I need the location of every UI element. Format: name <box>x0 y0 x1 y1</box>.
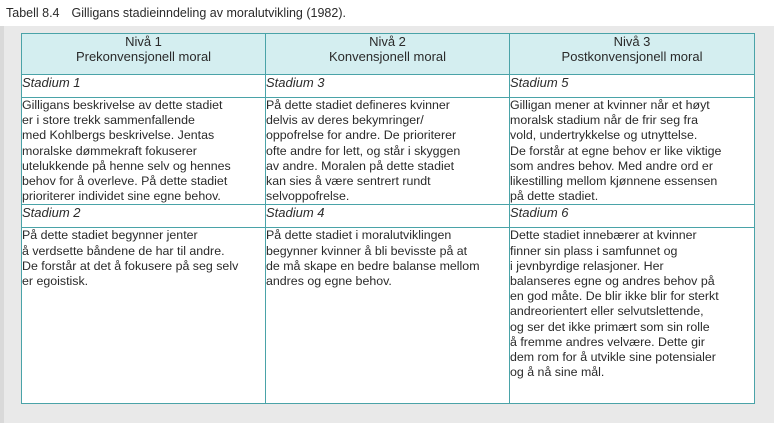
description-line: På dette stadiet begynner jenter <box>22 228 198 243</box>
frame-edge <box>0 26 4 423</box>
stage-description <box>510 228 755 404</box>
stage-description <box>510 98 755 205</box>
description-line: begynner kvinner å bli bevisste på at <box>266 243 468 258</box>
description-line: å verdsette båndene de har til andre. <box>22 243 225 258</box>
table-number: Tabell 8.4 <box>6 6 60 20</box>
stage-label-row <box>22 75 755 98</box>
description-line: dem rom for å utvikle sine potensialer <box>510 350 716 365</box>
table-title: Gilligans stadieinndeling av moralutvikling (1982). <box>71 6 346 20</box>
level-number: Nivå 2 <box>369 34 406 49</box>
stage-label: Stadium 2 <box>22 205 266 228</box>
description-line: er egoistisk. <box>22 274 89 289</box>
description-line: og å nå sine mål. <box>510 365 605 380</box>
stage-label: Stadium 1 <box>22 75 266 98</box>
level-name: Prekonvensjonell moral <box>75 49 212 64</box>
level-name: Konvensjonell moral <box>328 49 447 64</box>
description-line: De forstår at egne behov er like viktige <box>510 143 722 158</box>
description-line: behov for å overleve. På dette stadiet <box>22 174 228 189</box>
description-line: moralsk stadium når de frir seg fra <box>510 113 698 128</box>
stage-text-row <box>22 228 755 404</box>
moral-stages-table <box>21 33 755 404</box>
stage-label: Stadium 4 <box>266 205 510 228</box>
stage-description <box>22 98 266 205</box>
stage-label: Stadium 3 <box>266 75 510 98</box>
description-line: andreorientert eller selvutslettende, <box>510 304 704 319</box>
description-line: de må skape en bedre balanse mellom <box>266 258 480 273</box>
description-line: oppofrelse for andre. De prioriterer <box>266 128 457 143</box>
description-line: likestilling mellom kjønnene essensen <box>510 174 718 189</box>
description-line: Gilligans beskrivelse av dette stadiet <box>22 98 223 112</box>
description-line: Gilligan mener at kvinner når et høyt <box>510 98 710 112</box>
level-header <box>22 34 266 75</box>
description-line: i jevnbyrdige relasjoner. Her <box>510 258 664 273</box>
description-line: en god måte. De blir ikke blir for sterkt <box>510 289 719 304</box>
stage-label: Stadium 6 <box>510 205 755 228</box>
stage-label-row <box>22 205 755 228</box>
description-line: utelukkende på henne selv og hennes <box>22 158 231 173</box>
description-line: selvoppofrelse. <box>266 189 350 204</box>
description-line: På dette stadiet i moralutviklingen <box>266 228 452 243</box>
stage-label: Stadium 5 <box>510 75 755 98</box>
description-line: balanseres egne og andres behov på <box>510 274 715 289</box>
description-line: å fremme andres velvære. Dette gir <box>510 334 705 349</box>
description-line: ofte andre for lett, og står i skyggen <box>266 143 461 158</box>
stage-text-row <box>22 98 755 205</box>
description-line: prioriterer individet sine egne behov. <box>22 189 221 204</box>
description-line: på dette stadiet. <box>510 189 599 204</box>
level-header <box>510 34 755 75</box>
description-line: med Kohlbergs beskrivelse. Jentas <box>22 128 215 143</box>
stage-description <box>266 228 510 404</box>
level-name: Postkonvensjonell moral <box>561 49 703 64</box>
table-frame <box>0 26 774 423</box>
description-line: delvis av deres bekymringer/ <box>266 113 424 128</box>
description-line: andres og egne behov. <box>266 274 392 289</box>
stage-description <box>266 98 510 205</box>
description-line: De forstår at det å fokusere på seg selv <box>22 258 239 273</box>
header-row <box>22 34 755 75</box>
description-line: er i store trekk sammenfallende <box>22 113 195 128</box>
stage-description <box>22 228 266 404</box>
description-line: Dette stadiet innebærer at kvinner <box>510 228 697 243</box>
level-header <box>266 34 510 75</box>
table-caption <box>6 6 346 20</box>
description-line: kan sies å være sentrert rundt <box>266 174 431 189</box>
description-line: vold, undertrykkelse og utnyttelse. <box>510 128 698 143</box>
description-line: moralske dømmekraft fokuserer <box>22 143 197 158</box>
level-number: Nivå 3 <box>613 34 651 49</box>
description-line: På dette stadiet defineres kvinner <box>266 98 450 112</box>
description-line: av andre. Moralen på dette stadiet <box>266 158 455 173</box>
description-line: og ser det ikke primært som sin rolle <box>510 319 710 334</box>
description-line: finner sin plass i samfunnet og <box>510 243 678 258</box>
level-number: Nivå 1 <box>125 34 162 49</box>
description-line: som andres behov. Med andre ord er <box>510 158 713 173</box>
